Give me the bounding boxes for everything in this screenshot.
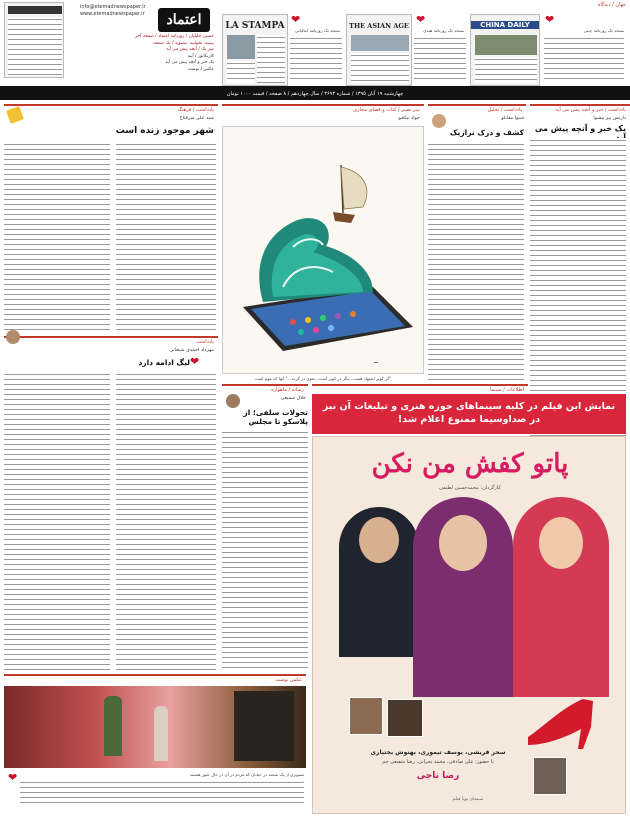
column-body xyxy=(116,142,216,332)
cast-thumbnail xyxy=(349,697,383,735)
issue-info: چهارشنبه ۱۹ آبان ۱۳۹۵ / شماره ۳۶۹۳ / سال چهاردهم / ۸ صفحه / قیمت ۱۰۰۰ تومان xyxy=(226,91,404,97)
logo xyxy=(158,8,210,32)
column-body xyxy=(116,372,216,670)
cast-thumbnail xyxy=(387,699,423,737)
author-avatar xyxy=(432,114,446,128)
masthead-nav xyxy=(74,34,214,78)
section-band: یادداشت / فرهنگ xyxy=(4,104,218,113)
heart-icon: ❤ xyxy=(545,13,555,26)
nav-item[interactable]: کاریکاتور / آینه xyxy=(187,53,214,59)
nav-item[interactable]: یک خبر و آنچه پیش می آید xyxy=(165,60,214,65)
masthead xyxy=(0,0,630,88)
nav-item[interactable]: تیتر یک / آنچه پیش می آید xyxy=(166,47,214,52)
section-band: عکس نوشت xyxy=(4,674,306,683)
column-body xyxy=(4,142,110,332)
foreign-paper-thumbnail xyxy=(346,14,412,86)
foreign-paper-caption: نسخه یک روزنامه هندی xyxy=(423,28,464,33)
film-cast: سحر قریشی، یوسف تیموری، بهنوش بختیاری xyxy=(370,749,506,756)
red-shoe-drawing xyxy=(523,687,603,757)
cartoon-image xyxy=(222,126,424,374)
heart-icon: ❤ xyxy=(291,13,301,26)
contact-website: www.etemadnewspaper.ir xyxy=(80,11,145,17)
nav-item[interactable]: حسین جلیلیان / روزنامه اعتماد / صفحه آخر xyxy=(135,34,214,39)
film-credits: با حضور: علی صادقی، محمد بحرانی، رضا شفیعی جم xyxy=(382,759,494,765)
column-title: تحولات سلفی؛ از پلاسکو تا مجلس xyxy=(243,408,308,426)
column-author: جواد نیکخو xyxy=(398,116,420,121)
world-section-label: جهان / دیدگاه xyxy=(597,2,626,8)
foreign-paper-name: CHINA DAILY xyxy=(471,21,539,29)
section-band: یادداشت / تحلیل xyxy=(428,104,526,113)
contact-email: info@etemadnewspaper.ir xyxy=(80,4,146,10)
photo-caption: تصویری از یک صحنه در خیابان که مردم در آن در حال عبور هستند xyxy=(189,772,304,777)
foreign-paper-thumbnail xyxy=(470,14,540,86)
foreign-paper-name: THE ASIAN AGE xyxy=(349,22,409,30)
film-footer: رضا ناجی xyxy=(416,771,460,781)
actor-figure xyxy=(513,497,609,697)
column-title: کشف و درک ترازیک xyxy=(449,128,524,137)
poster-headline-box xyxy=(312,394,626,434)
svg-text:~: ~ xyxy=(373,359,379,367)
cartoon-caption: "گر کویر اشتهاد هست، بنگر در کویر است، بجوی در گرده..." آنها که مهم است xyxy=(254,376,392,381)
author-avatar xyxy=(6,330,20,344)
actor-figure xyxy=(339,507,419,657)
film-title: پاتو کفش من نکن xyxy=(371,449,569,479)
section-band: یادداشت / خبر و آنچه پیش می آید xyxy=(530,104,630,113)
street-photo xyxy=(4,686,306,768)
column-author: شیوا مقانلو xyxy=(501,116,524,121)
column-title: لیگ ادامه دارد xyxy=(138,358,190,367)
section-band: تیتر نصیر / کتاب و فضای مجازی xyxy=(222,104,424,113)
column-author: مهرداد احمدی شیخانی xyxy=(169,348,214,353)
column-body xyxy=(222,430,308,670)
heart-icon: ❤ xyxy=(416,13,426,26)
section-band: رسانه / ماهواره xyxy=(222,384,308,393)
nav-item[interactable]: عکس / نوشت xyxy=(187,66,214,72)
logo-text: اعتماد xyxy=(166,12,202,28)
boat-drawing xyxy=(333,165,367,223)
poster-headline: نمایش این فیلم در کلیه سینماهای حوزه هنری و تبلیغات آن نیز در صداوسیما ممنوع اعلام شد! xyxy=(322,401,616,425)
column-body xyxy=(428,142,524,380)
section-band: یادداشت xyxy=(4,336,218,345)
film-director: کارگردان: محمدحسین لطیفی xyxy=(439,485,501,491)
column-title: شهر موجود زنده است xyxy=(115,126,214,136)
actor-figure xyxy=(413,497,513,697)
front-page-thumbnail xyxy=(4,2,64,78)
column-body xyxy=(4,372,110,670)
column-title: یک خبر و آنچه پیش می xyxy=(534,124,626,133)
cast-thumbnail xyxy=(533,757,567,795)
column-author: جلال سمیعی xyxy=(280,396,306,401)
film-distributor: سینمای پویا فیلم xyxy=(452,797,484,802)
heart-icon: ❤ xyxy=(190,355,200,368)
foreign-paper-caption: نسخه یک روزنامه ایتالیایی xyxy=(294,28,340,33)
heart-icon: ❤ xyxy=(8,771,18,784)
nav-item[interactable]: ببینید، بخوانید، بشنوید / یک صفحه xyxy=(152,40,214,46)
section-band: اطلاعات / سینما xyxy=(312,384,528,393)
issue-line xyxy=(0,88,630,100)
foreign-paper-thumbnail xyxy=(222,14,288,86)
author-avatar xyxy=(226,394,240,408)
wave-drawing xyxy=(259,218,373,302)
column-author: سید علی میرفتاح xyxy=(179,116,214,121)
foreign-paper-caption: نسخه یک روزنامه چینی xyxy=(583,28,624,33)
foreign-paper-name: LA STAMPA xyxy=(225,21,285,31)
column-author: دارتس بیز پیشوا xyxy=(593,116,626,121)
movie-poster xyxy=(312,436,626,814)
